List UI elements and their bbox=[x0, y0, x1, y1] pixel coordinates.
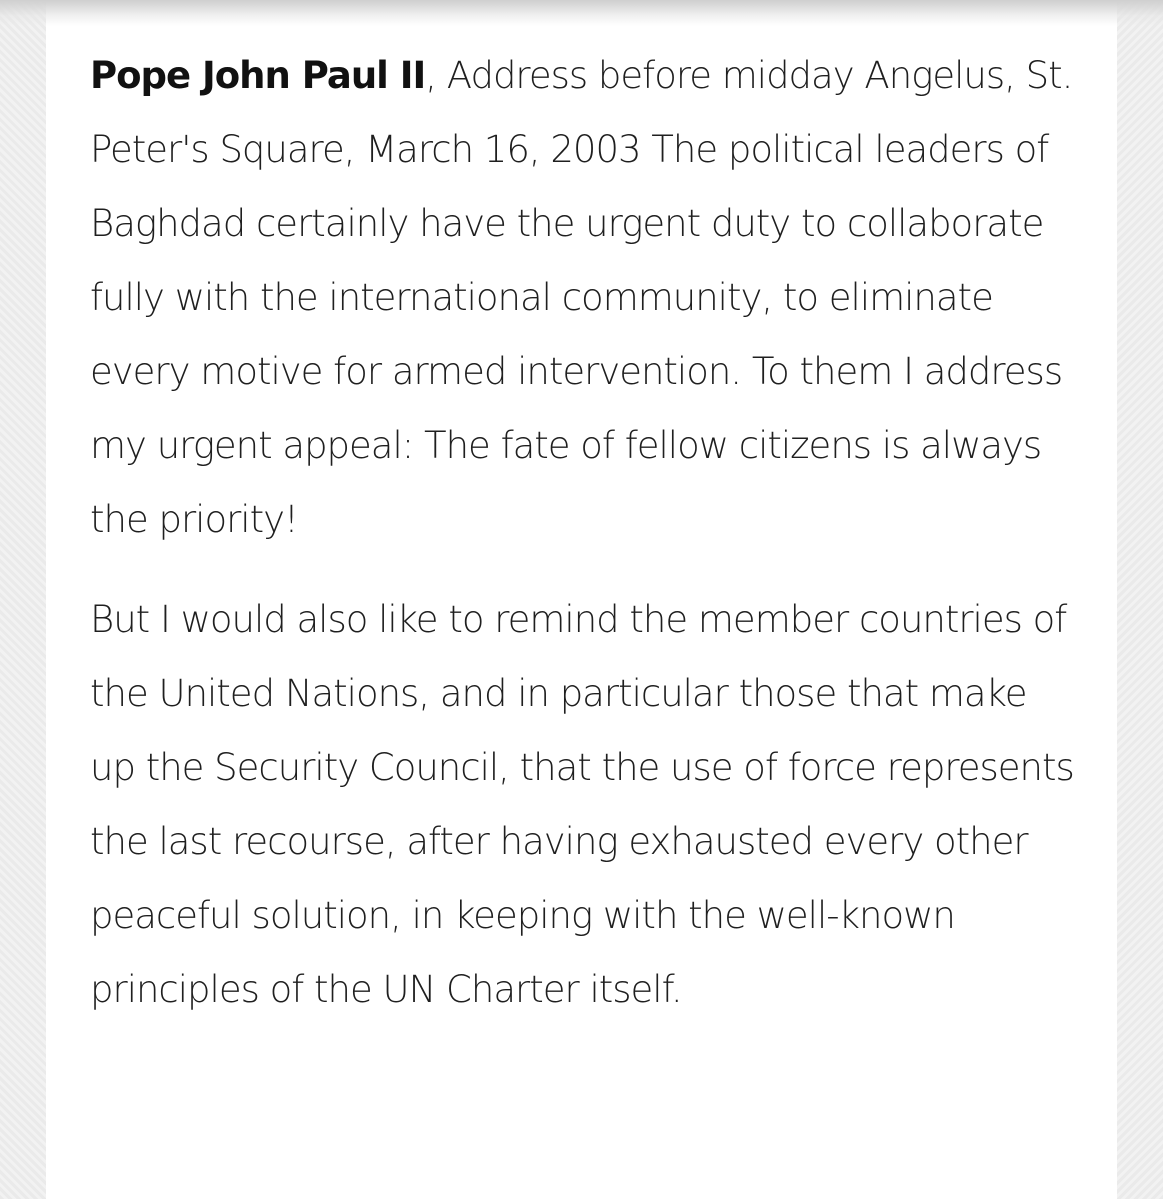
page-background-right bbox=[1117, 0, 1163, 1199]
quote-author: Pope John Paul II bbox=[90, 54, 426, 97]
article-card bbox=[46, 0, 1117, 1199]
quote-paragraph-2: But I would also like to remind the member countries of the United Nations, and in particular those that make up the Security Council, that the use of force represents the last recourse, after having exhausted every other peaceful solution, in keeping with the well-known principles of the UN Charter itself. bbox=[90, 598, 1074, 1011]
quote-citation-text: , Address before midday Angelus, St. Peter's Square, March 16, 2003 The political leaders of Baghdad certainly have the urgent duty to collaborate fully with the international community, to eliminate every motive for armed intervention. To them I address my urgent appeal: The fate of fellow citizens is always the priority! bbox=[90, 54, 1073, 541]
quote-paragraph-1 bbox=[90, 39, 1080, 557]
quote-body bbox=[90, 39, 1080, 1053]
page-background-left bbox=[0, 0, 46, 1199]
top-edge-shadow bbox=[0, 0, 1163, 26]
